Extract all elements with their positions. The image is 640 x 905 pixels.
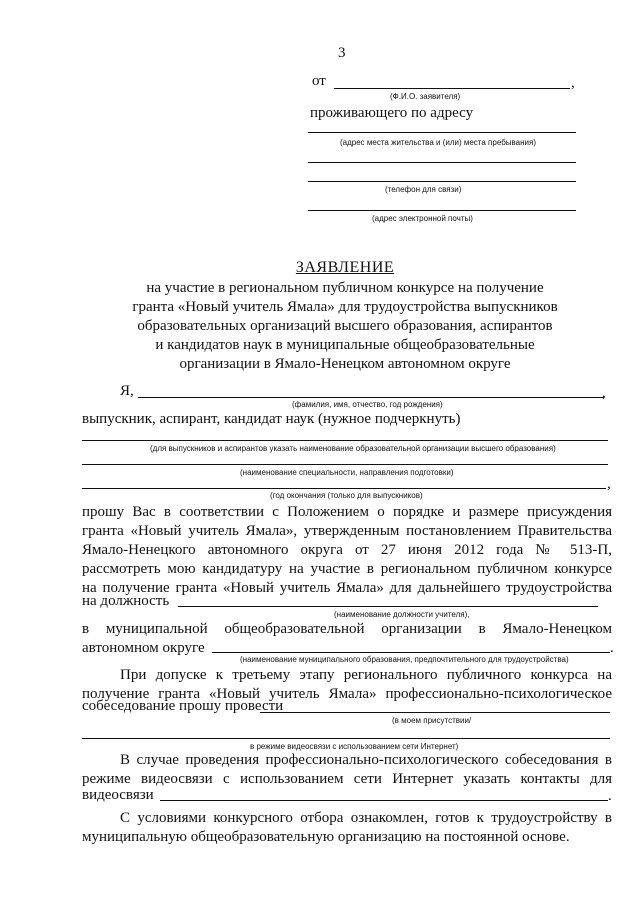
applicant-name-line[interactable] — [334, 88, 570, 89]
institution-line[interactable] — [212, 652, 610, 653]
interview-label: собеседование прошу провести — [82, 698, 284, 714]
address-caption: (адрес места жительства и (или) места пребывания) — [340, 138, 537, 147]
conditions-line-1: С условиями конкурсного отбора ознакомлен, готов к трудоустройству в — [120, 810, 612, 826]
institution-caption: (наименование муниципального образования, предпочтительного для трудоустройства) — [240, 655, 569, 664]
document-title: ЗАЯВЛЕНИЕ — [295, 259, 395, 276]
specialty-line[interactable] — [82, 464, 608, 465]
organization-caption: (для выпускников и аспирантов указать наименование образовательной организации высшего образования) — [150, 444, 556, 453]
request-line-3: Ямало-Ненецкого автономного округа от 27 июня 2012 года № 513-П, — [82, 542, 612, 558]
subtitle-line-3: образовательных организаций высшего образования, аспирантов — [137, 318, 553, 334]
address-line[interactable] — [308, 132, 576, 133]
ya-comma: , — [602, 385, 606, 401]
in-person-caption: (в моем присутствии/ — [392, 716, 472, 725]
email-line[interactable] — [308, 210, 576, 211]
phone-line[interactable] — [308, 181, 576, 182]
graduation-comma: , — [607, 476, 611, 492]
name-caption: (фамилия, имя, отчество, год рождения) — [292, 400, 443, 409]
okrug-label: автономном округе — [82, 640, 205, 656]
video-line-1: В случае проведения профессионально-психологического собеседования в — [120, 752, 612, 768]
address-line-2[interactable] — [308, 162, 576, 163]
video-line-2: режиме видеосвязи с использованием сети Интернет указать контакты для — [82, 771, 612, 787]
organization-line[interactable] — [82, 440, 608, 441]
from-label: от — [312, 73, 326, 89]
okrug-period: . — [610, 640, 614, 656]
subtitle-line-4: и кандидатов наук в муниципальные общеобразовательные — [155, 337, 535, 353]
residing-label: проживающего по адресу — [310, 105, 474, 121]
video-contacts-line[interactable] — [160, 800, 608, 801]
ya-label: Я, — [120, 383, 134, 399]
fio-caption: (Ф.И.О. заявителя) — [390, 92, 461, 101]
graduation-caption: (год окончания (только для выпускников) — [270, 491, 423, 500]
phone-caption: (телефон для связи) — [385, 185, 462, 194]
video-mode-caption: в режиме видеосвязи с использованием сети Интернет) — [250, 742, 459, 751]
request-line-2: гранта «Новый учитель Ямала», утвержденным постановлением Правительства — [82, 523, 612, 539]
page-number: 3 — [338, 45, 346, 61]
specialty-caption: (наименование специальности, направления подготовки) — [240, 468, 454, 477]
request-line-1: прошу Вас в соответствии с Положением о порядке и размере присуждения — [82, 504, 612, 520]
interview-mode-line-2[interactable] — [82, 738, 610, 739]
conditions-line-2: муниципальную общеобразовательную организацию на постоянной основе. — [82, 829, 570, 845]
municipal-line: в муниципальной общеобразовательной организации в Ямало-Ненецком — [82, 621, 612, 637]
request-line-5: на получение гранта «Новый учитель Ямала» для дальнейшего трудоустройства — [82, 580, 612, 596]
graduation-line[interactable] — [82, 488, 606, 489]
video-period: . — [608, 788, 612, 804]
request-line-4: рассмотреть мою кандидатуру на участие в региональном публичном конкурсе — [82, 561, 612, 577]
interview-mode-line[interactable] — [260, 712, 610, 713]
admission-line-2: получение гранта «Новый учитель Ямала» профессионально-психологическое — [82, 686, 612, 702]
video-contacts-label: видеосвязи — [82, 787, 154, 803]
status-line: выпускник, аспирант, кандидат наук (нужное подчеркнуть) — [82, 411, 461, 427]
position-caption: (наименование должности учителя), — [334, 610, 470, 619]
email-caption: (адрес электронной почты) — [372, 214, 473, 223]
subtitle-line-5: организации в Ямало-Ненецком автономном округе — [179, 356, 511, 372]
subtitle-line-1: на участие в региональном публичном конкурсе на получение — [146, 280, 544, 296]
position-line[interactable] — [178, 606, 598, 607]
from-comma: , — [571, 75, 575, 91]
position-label: на должность — [82, 593, 170, 609]
subtitle-line-2: гранта «Новый учитель Ямала» для трудоустройства выпускников — [132, 299, 558, 315]
admission-line-1: При допуске к третьему этапу регионального публичного конкурса на — [120, 667, 612, 683]
name-line[interactable] — [138, 397, 604, 398]
